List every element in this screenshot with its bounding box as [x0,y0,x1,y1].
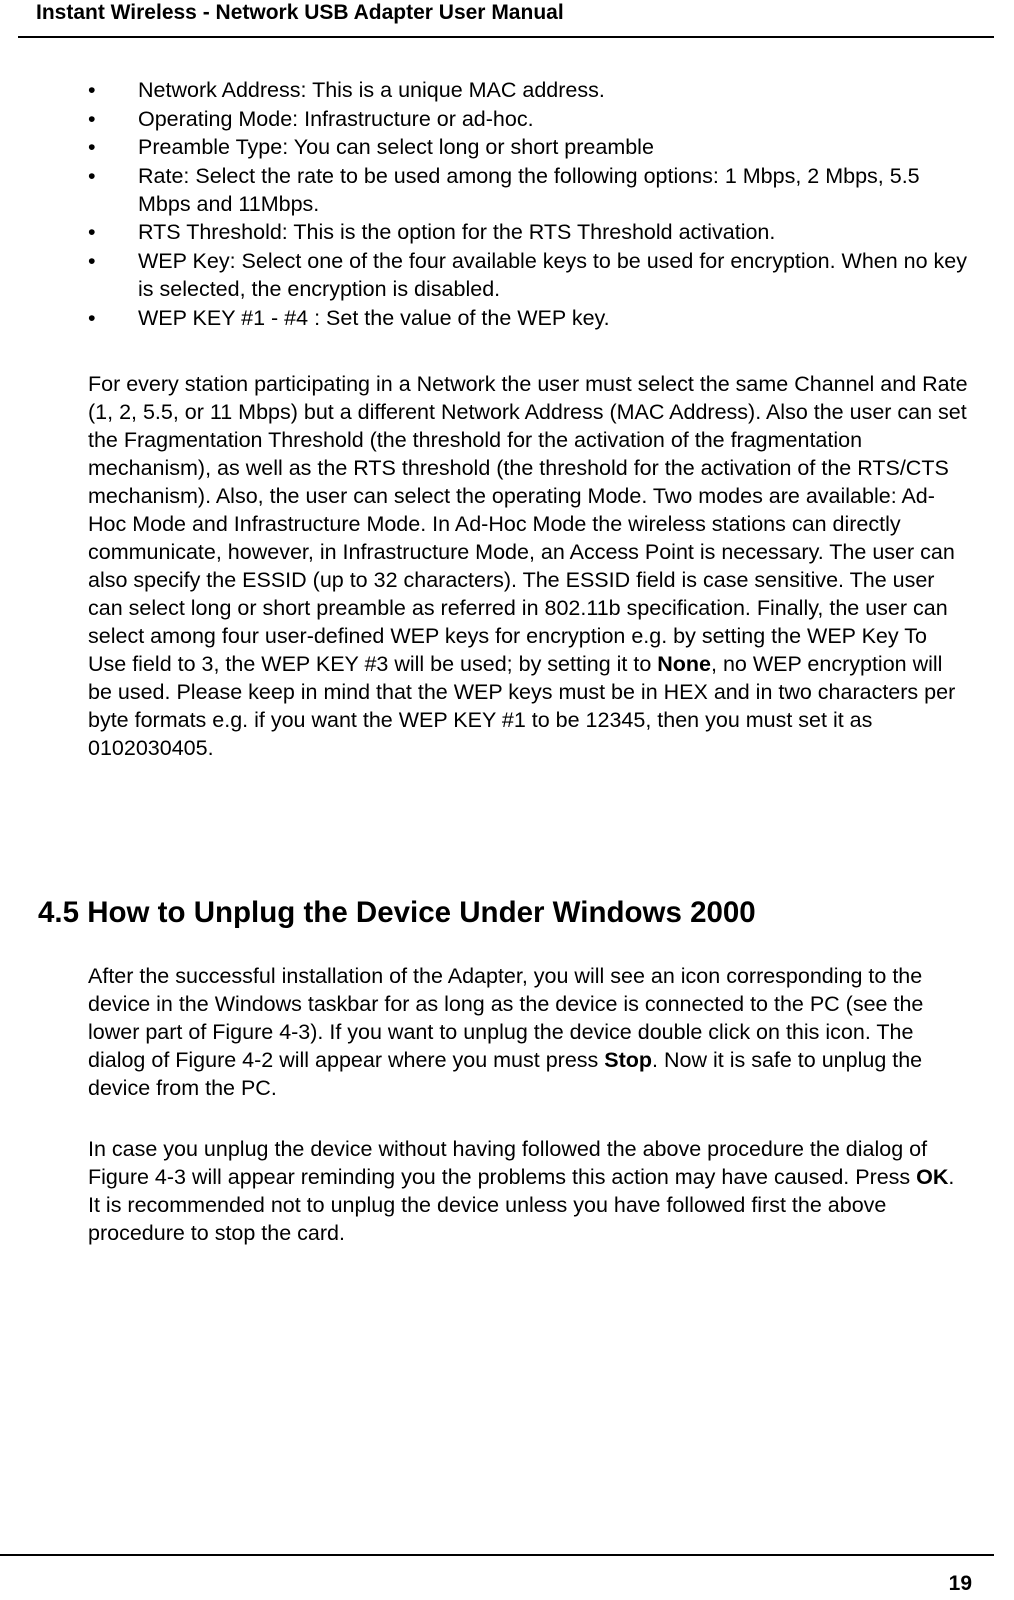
bullet-text: Rate: Select the rate to be used among the following options: 1 Mbps, 2 Mbps, 5.5 Mbps and 11Mbps. [138,163,920,216]
feature-bullet-list [88,76,968,332]
header-divider [18,36,994,38]
bullet-item [88,162,968,218]
bullet-dot: • [88,78,96,102]
running-header-title: Instant Wireless - Network USB Adapter User Manual [36,1,564,24]
paragraph-text: For every station participating in a Network the user must select the same Channel and Rate (1, 2, 5.5, or 11 Mbps) but a different Network Address (MAC Address). Also the user can set the Fragmentation Threshold (the threshold for the activation of the fragmentation mechanism), as well as the RTS threshold (the threshold for the activation of the RTS/CTS mechanism). Also, the user can select the operating Mode. Two modes are available: Ad-Hoc Mode and Infrastructure Mode. In Ad-Hoc Mode the wireless stations can directly communicate, however, in Infrastructure Mode, an Access Point is necessary. The user can also specify the ESSID (up to 32 characters). The ESSID field is case sensitive. The user can select long or short preamble as referred in 802.11b specification. Finally, the user can select among four user-defined WEP keys for encryption e.g. by setting the WEP Key To Use field to 3, the WEP KEY #3 will be used; by setting it to [88,372,968,676]
bullet-text: RTS Threshold: This is the option for the RTS Threshold activation. [138,220,776,245]
bullet-item [88,105,968,133]
bullet-text: WEP KEY #1 - #4 : Set the value of the WEP key. [138,305,610,330]
bullet-text: Network Address: This is a unique MAC address. [138,78,605,102]
bullet-text: Preamble Type: You can select long or short preamble [138,135,654,160]
paragraph-text: In case you unplug the device without having followed the above procedure the dialog of Figure 4-3 will appear reminding you the problems this action may have caused. Press [88,1137,928,1189]
configuration-paragraph [88,370,968,762]
bold-term-ok: OK [916,1165,949,1189]
section-heading: 4.5 How to Unplug the Device Under Windows 2000 [38,896,756,929]
bold-term-none: None [657,652,712,676]
unplug-warning-paragraph [88,1135,968,1247]
bullet-dot: • [88,220,96,245]
bullet-text: WEP Key: Select one of the four available keys to be used for encryption. When no key is selected, the encryption is disabled. [138,248,968,301]
unplug-instructions-paragraph [88,962,968,1102]
bold-term-stop: Stop [604,1048,653,1072]
paragraph-text: After the successful installation of the Adapter, you will see an icon corresponding to the device in the Windows taskbar for as long as the device is connected to the PC (see the lower part of Figure 4-3). If you want to unplug the device double click on this icon. The dialog of Figure 4-2 will appear where you must press [88,964,924,1072]
paragraph-text: , no WEP encryption will be used. Please keep in mind that the WEP keys must be in HEX and in two characters per byte formats e.g. if you want the WEP KEY #1 to be 12345, then you must set it as 0102030405. [88,652,956,760]
bullet-dot: • [88,305,96,330]
bullet-item [88,218,968,246]
bullet-dot: • [88,248,96,273]
bullet-item [88,304,968,332]
page-number: 19 [948,1572,972,1595]
bullet-item [88,247,968,303]
bullet-dot: • [88,135,96,160]
footer-divider [0,1554,994,1556]
bullet-item [88,76,968,104]
paragraph-text: . Now it is safe to unplug the device from the PC. [88,1048,923,1100]
paragraph-text: . It is recommended not to unplug the device unless you have followed first the above procedure to stop the card. [88,1165,955,1245]
bullet-text: Operating Mode: Infrastructure or ad-hoc. [138,106,534,131]
bullet-dot: • [88,163,96,188]
bullet-item [88,133,968,161]
bullet-dot: • [88,106,96,131]
